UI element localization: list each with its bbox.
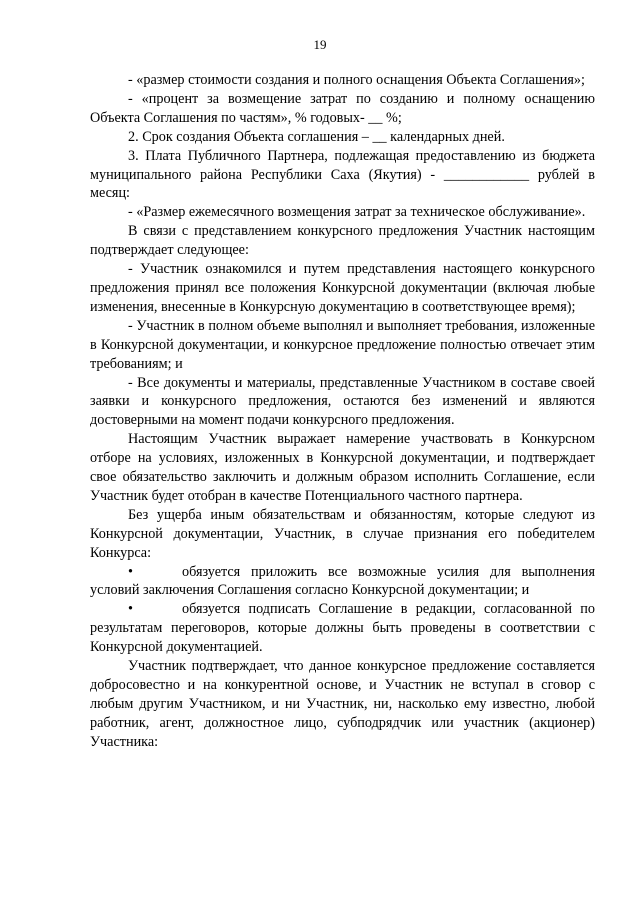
bullet-item xyxy=(90,600,595,657)
bullet-marker: • xyxy=(128,601,133,618)
paragraph-obligations-intro: Без ущерба иным обязательствам и обязанностям, которые следуют из Конкурсной документации, Участник, в случае признания его победителем Конкурса: xyxy=(90,506,595,561)
paragraph-payment: 3. Плата Публичного Партнера, подлежащая предоставлению из бюджета муниципального района Республики Саха (Якутия) - ____________ рублей в месяц: xyxy=(90,147,595,202)
paragraph-confirmation-intro: В связи с представлением конкурсного предложения Участник настоящим подтверждает следующее: xyxy=(90,223,595,259)
paragraph-percent-item: - «процент за возмещение затрат по созданию и полному оснащению Объекта Соглашения по частям», % годовых- __ %; xyxy=(90,90,595,126)
paragraph-confirm-docs: - Участник ознакомился и путем представления настоящего конкурсного предложения принял все положения Конкурсной документации (включая любые изменения, внесенные в Конкурсную документацию в соответствующее время); xyxy=(90,261,595,315)
paragraph-confirm-requirements: - Участник в полном объеме выполнял и выполняет требования, изложенные в Конкурсной документации, и конкурсное предложение полностью отвечает этим требованиям; и xyxy=(90,317,595,372)
bullet-marker: • xyxy=(128,563,133,580)
bullet-text: обязуется приложить все возможные усилия для выполнения условий заключения Соглашения согласно Конкурсной документации; и xyxy=(90,563,595,599)
paragraph-intent: Настоящим Участник выражает намерение участвовать в Конкурсном отборе на условиях, изложенных в Конкурсной документации, и подтверждает свое обязательство заключить и должным образом исполнить Соглашение, если Участник будет отобран в качестве Потенциального частного партнера. xyxy=(90,431,595,504)
paragraph-maintenance-item: - «Размер ежемесячного возмещения затрат за техническое обслуживание». xyxy=(128,204,586,221)
document-body xyxy=(90,71,595,752)
bullet-text: обязуется подписать Соглашение в редакции, согласованной по результатам переговоров, которые должны быть проведены в соответствии с Конкурсной документацией. xyxy=(90,601,595,656)
paragraph-closing: Участник подтверждает, что данное конкурсное предложение составляется добросовестно и на конкурентной основе, и Участник не вступал в сговор с любым другим Участником, и ни Участник, ни, насколько ему известно, любой работник, агент, должностное лицо, субподрядчик или участник (акционер) Участника: xyxy=(90,658,595,750)
paragraph-term: 2. Срок создания Объекта соглашения – __ календарных дней. xyxy=(128,128,505,145)
paragraph-confirm-materials: - Все документы и материалы, представленные Участником в составе своей заявки и конкурсного предложения, остаются без изменений и являются достоверными на момент подачи конкурсного предложения. xyxy=(90,374,595,429)
paragraph-cost-item: - «размер стоимости создания и полного оснащения Объекта Соглашения»; xyxy=(128,72,585,88)
bullet-item xyxy=(90,563,595,601)
page-number: 19 xyxy=(313,37,327,52)
